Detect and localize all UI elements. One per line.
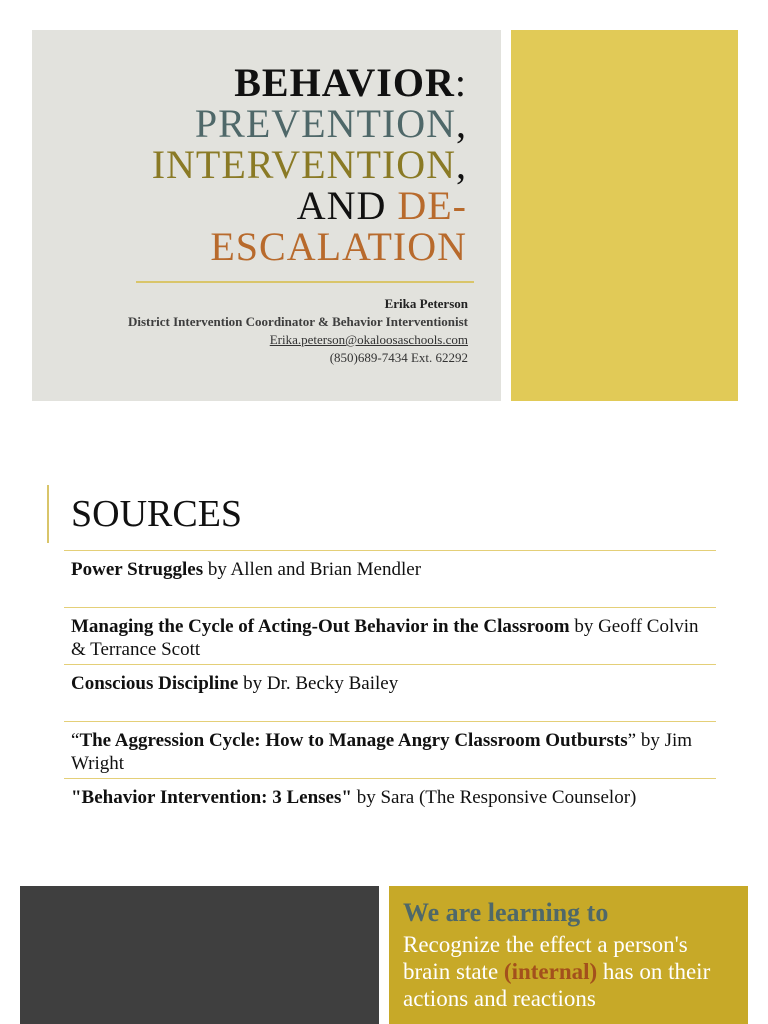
learning-heading: We are learning to [403, 898, 609, 927]
title-and: AND [296, 183, 387, 228]
source-title: Power Struggles [71, 559, 204, 580]
title-intervention: INTERVENTION [151, 142, 456, 187]
learning-body: Recognize the effect a person's brain state (internal) has on their actions and reactions [403, 932, 711, 1011]
sources-list [64, 550, 716, 818]
title-divider [136, 281, 474, 283]
slide-title [152, 62, 467, 267]
title-comma-2: , [456, 142, 467, 187]
source-item: Managing the Cycle of Acting-Out Behavior in the Classroom by Geoff Colvin & Terrance Scott [64, 607, 716, 664]
source-item: Power Struggles by Allen and Brian Mendler [64, 550, 716, 607]
source-item: “The Aggression Cycle: How to Manage Angry Classroom Outbursts” by Jim Wright [64, 721, 716, 778]
source-item: "Behavior Intervention: 3 Lenses" by Sara (The Responsive Counselor) [64, 778, 716, 818]
accent-panel [511, 30, 738, 401]
title-de: DE- [397, 183, 467, 228]
sources-title: SOURCES [71, 493, 243, 535]
title-behavior: BEHAVIOR [234, 60, 455, 105]
title-prevention: PREVENTION [194, 101, 456, 146]
source-title: Conscious Discipline [71, 673, 239, 694]
dark-slide-panel [20, 886, 379, 1024]
internal-highlight: (internal) [503, 959, 598, 984]
author-name: Erika Peterson [384, 296, 468, 311]
author-email-link[interactable]: Erika.peterson@okaloosaschools.com [269, 332, 468, 347]
source-title: The Aggression Cycle: How to Manage Angry Classroom Outbursts [79, 730, 628, 751]
learning-target-panel [389, 886, 748, 1024]
author-phone: (850)689-7434 Ext. 62292 [329, 350, 468, 365]
source-title: Managing the Cycle of Acting-Out Behavior in the Classroom [71, 616, 570, 637]
source-title: "Behavior Intervention: 3 Lenses" [71, 787, 352, 808]
source-item: Conscious Discipline by Dr. Becky Bailey [64, 664, 716, 721]
sources-accent-bar [47, 485, 49, 543]
title-escalation: ESCALATION [210, 224, 467, 269]
author-role: District Intervention Coordinator & Behavior Interventionist [127, 314, 468, 329]
title-slide-panel [32, 30, 501, 401]
title-comma-1: , [456, 101, 467, 146]
author-info [128, 295, 468, 367]
title-colon: : [454, 60, 467, 105]
